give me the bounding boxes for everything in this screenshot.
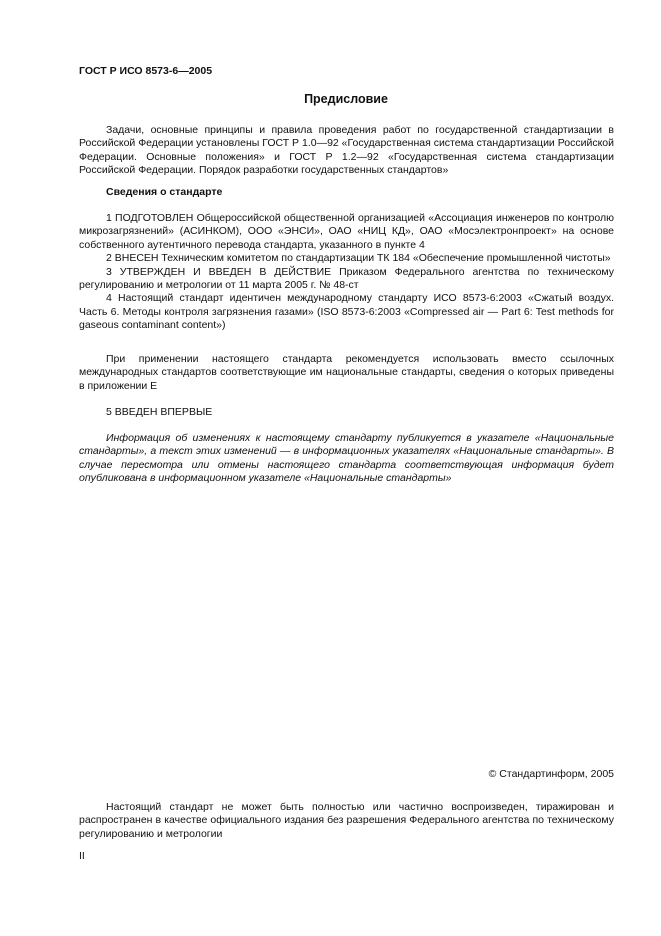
item-3: 3 УТВЕРЖДЕН И ВВЕДЕН В ДЕЙСТВИЕ Приказом Федерального агентства по техническому регулированию и метрологии от 11 марта 2005 г. № 48-ст xyxy=(79,265,614,292)
page-title: Предисловие xyxy=(304,92,388,106)
item-4: 4 Настоящий стандарт идентичен международному стандарту ИСО 8573-6:2003 «Сжатый воздух. Часть 6. Методы контроля загрязнения газами» (ISO 8573-6:2003 «Compressed air — Part 6: Test methods for gaseous contaminant content») xyxy=(79,292,614,332)
footer-paragraph: Настоящий стандарт не может быть полностью или частично воспроизведен, тиражирован и распространен в качестве официального издания без разрешения Федерального агентства по техническому регулированию и метрологии xyxy=(79,801,614,840)
section-title-block xyxy=(79,186,614,199)
document-header: ГОСТ Р ИСО 8573-6—2005 xyxy=(79,65,213,77)
section-title: Сведения о стандарте xyxy=(106,186,223,198)
info-paragraph: Информация об изменениях к настоящему стандарту публикуется в указателе «Национальные стандарты», а текст этих изменений — в информационных указателях «Национальные стандарты». В случае пересмотра или отмены настоящего стандарта соответствующая информация будет опубликована в информационном указателе «Национальные стандарты» xyxy=(79,432,614,485)
note-block xyxy=(79,353,614,393)
item-1: 1 ПОДГОТОВЛЕН Общероссийской общественной организацией «Ассоциация инженеров по контролю микрозагрязнений» (АСИНКОМ), ООО «ЭНСИ», ОАО «НИЦ КД», ОАО «Мосэлектронпроект» на основе собственного аутентичного перевода стандарта, указанного в пункте 4 xyxy=(79,212,614,251)
intro-block xyxy=(79,124,614,178)
item-2: 2 ВНЕСЕН Техническим комитетом по стандартизации ТК 184 «Обеспечение промышленной чистоты» xyxy=(106,252,611,265)
item-5: 5 ВВЕДЕН ВПЕРВЫЕ xyxy=(106,406,213,418)
intro-paragraph: Задачи, основные принципы и правила проведения работ по государственной стандартизации в Российской Федерации установлены ГОСТ Р 1.0—92 «Государственная система стандартизации Российской Федерации. Основные положения» и ГОСТ Р 1.2—92 «Государственная система стандартизации Российской Федерации. Порядок разработки государственных стандартов» xyxy=(79,124,614,177)
info-block xyxy=(79,432,614,486)
items-block xyxy=(79,212,614,333)
copyright: © Стандартинформ, 2005 xyxy=(488,768,614,780)
page-number: II xyxy=(79,850,85,862)
note-paragraph: При применении настоящего стандарта рекомендуется использовать вместо ссылочных международных стандартов соответствующие им национальные стандарты, сведения о которых приведены в приложении Е xyxy=(79,353,614,392)
item5-block xyxy=(79,406,614,419)
footer-block xyxy=(79,801,614,841)
